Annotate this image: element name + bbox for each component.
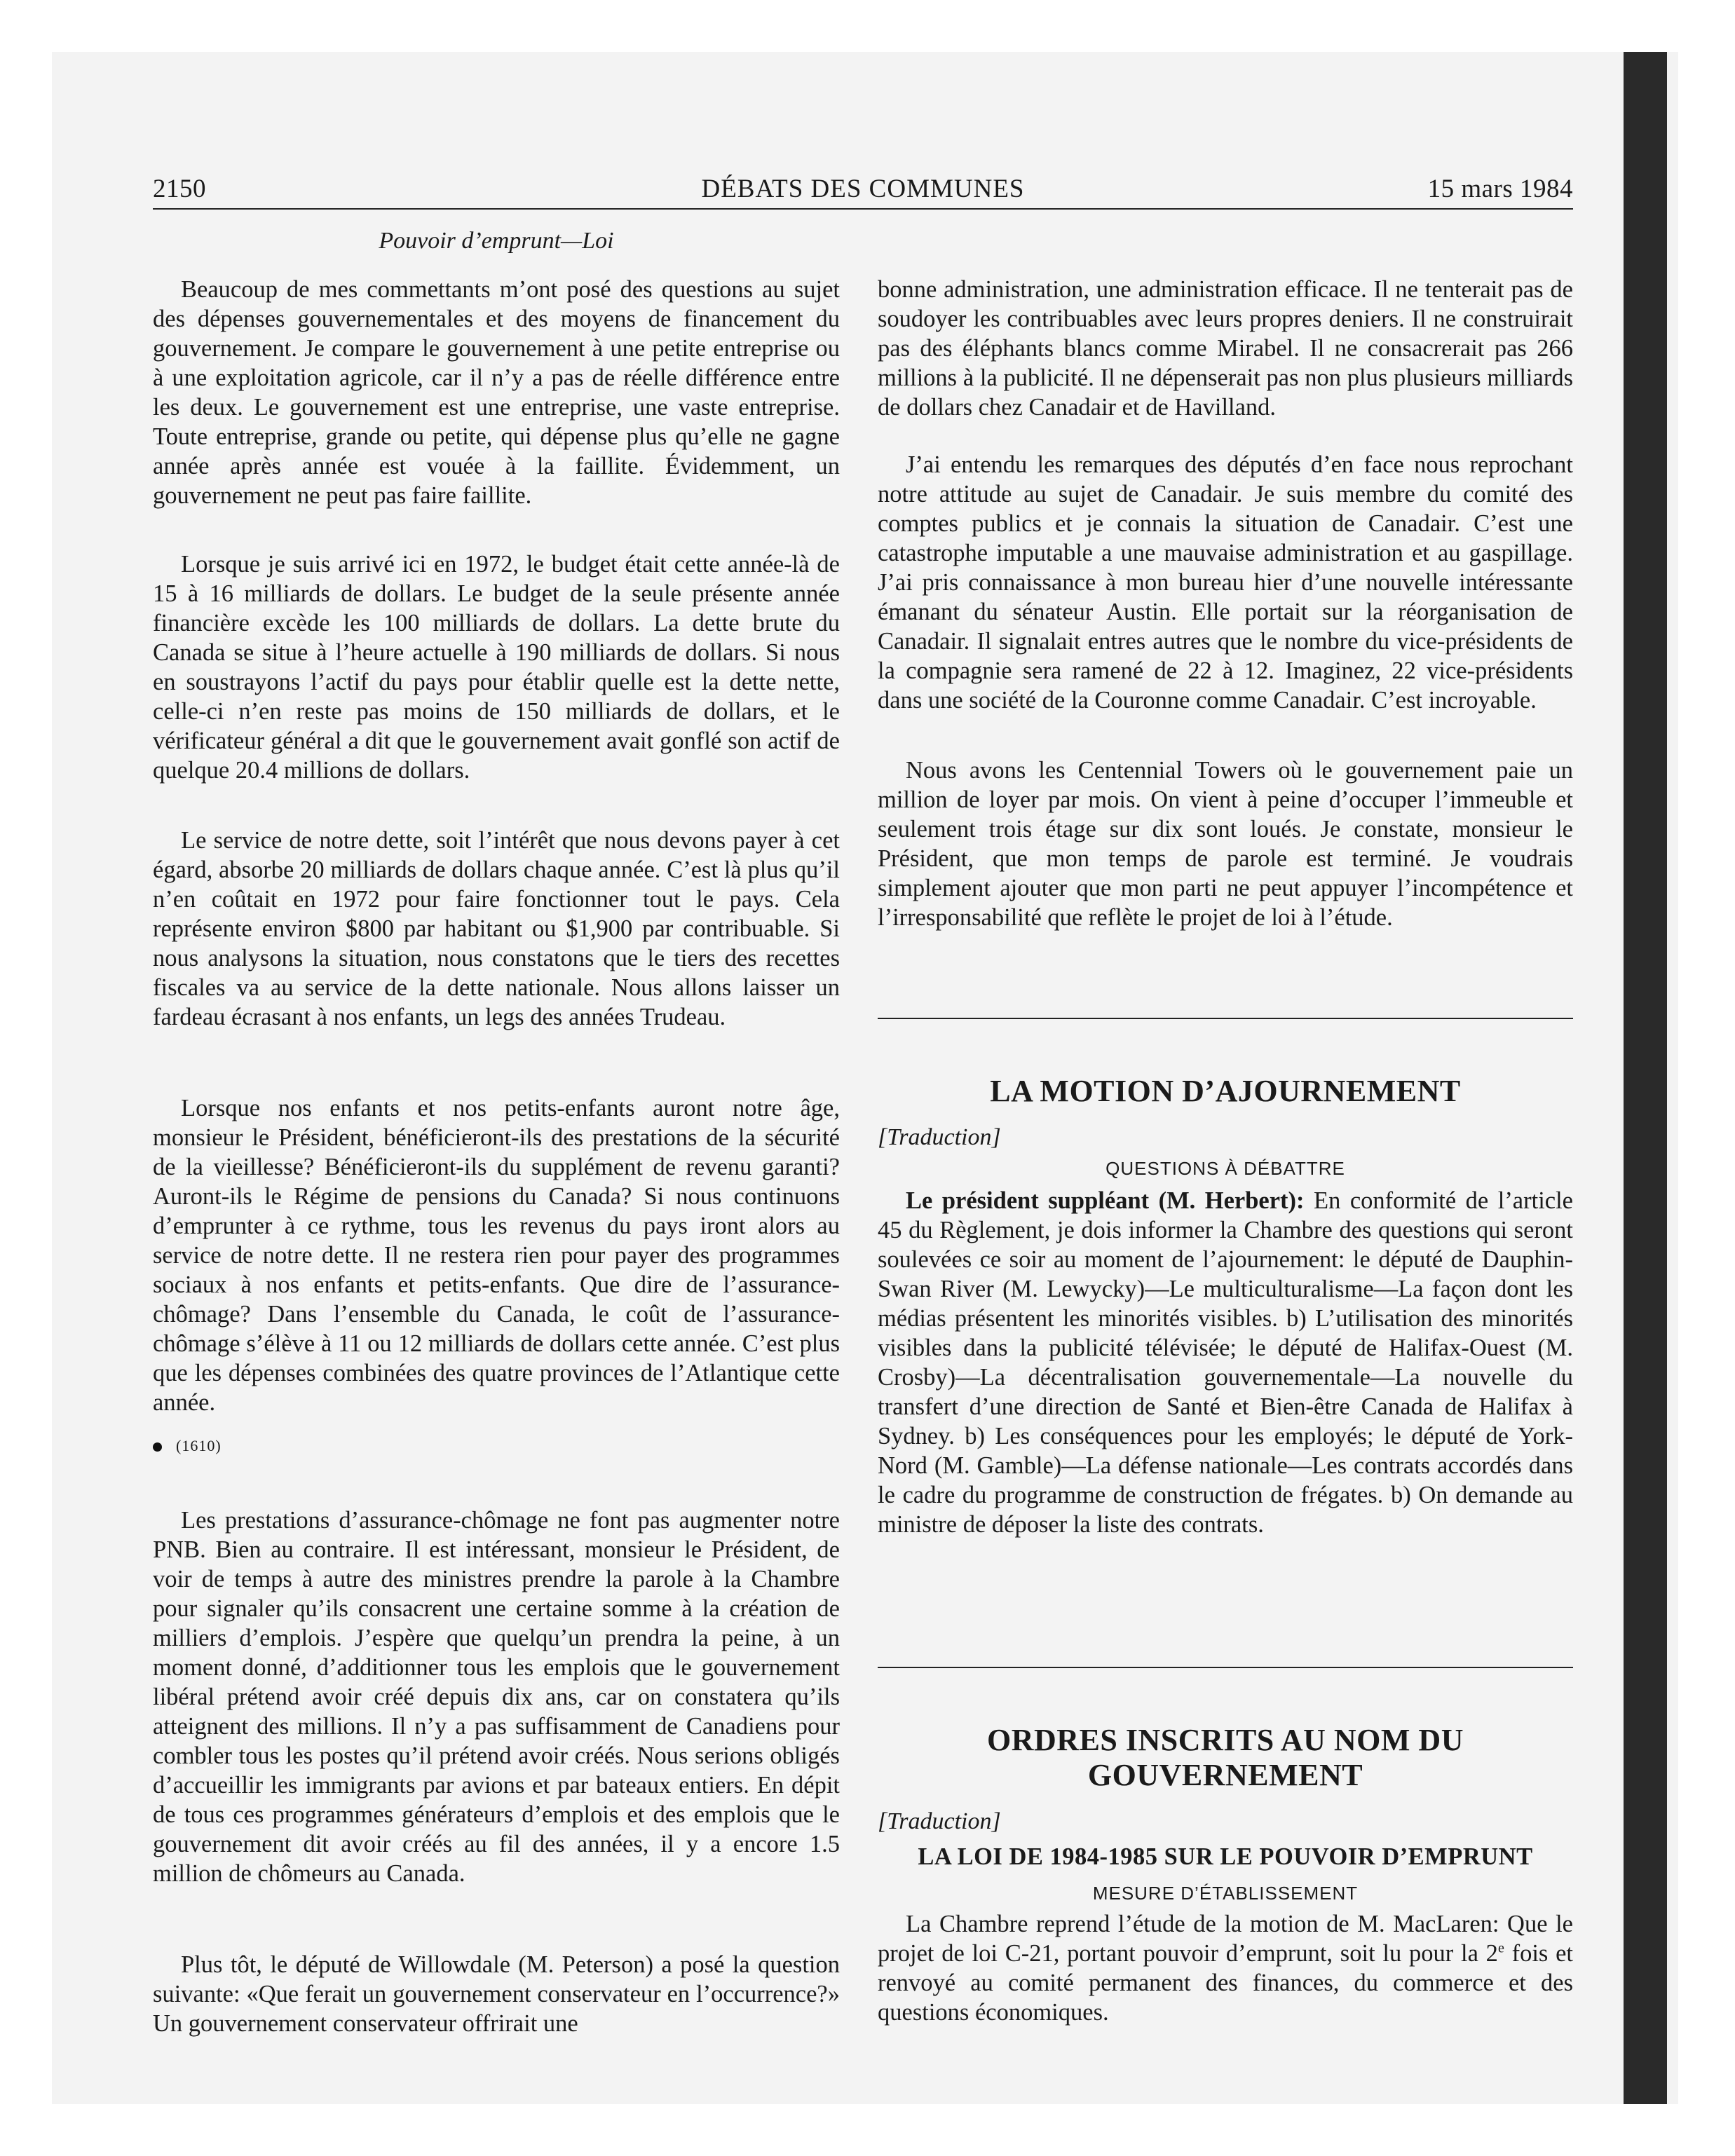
left-paragraph-1: [153, 275, 840, 510]
binding-edge: [1624, 52, 1667, 2104]
right-paragraph-3: [878, 756, 1573, 932]
page-number: 2150: [153, 175, 206, 203]
translation-note: [Traduction]: [878, 1808, 1001, 1834]
left-paragraph-3: [153, 826, 840, 1032]
running-head: Pouvoir d’emprunt—Loi: [379, 228, 614, 254]
bill-title: LA LOI DE 1984-1985 SUR LE POUVOIR D’EMPRUNT: [918, 1843, 1533, 1870]
left-paragraph-5: [153, 1506, 840, 1888]
paragraph: J’ai entendu les remarques des députés d’en face nous reprochant notre attitude au sujet de Canadair. Je suis membre du comité des comptes publics et je connais la situation de Canadair. C’est une catastrophe imputable a une mauvaise administration et au gaspillage. J’ai pris connaissance à mon bureau hier d’une nouvelle intéressante émanant du sénateur Austin. Elle portait sur la réorganisation de Canadair. Il signalait entres autres que le nombre du vice-présidents de la compagnie sera ramené de 22 à 12. Imaginez, 22 vice-présidents dans une société de la Couronne comme Canadair. C’est incroyable.: [878, 451, 1573, 714]
publication-title: DÉBATS DES COMMUNES: [701, 175, 1025, 203]
section-heading-adjournment: LA MOTION D’AJOURNEMENT: [990, 1074, 1461, 1108]
bullet-icon: [153, 1442, 162, 1452]
right-paragraph-1: [878, 275, 1573, 422]
ordinal-superscript: e: [1497, 1940, 1504, 1956]
right-paragraph-2: [878, 450, 1573, 715]
paragraph: Lorsque je suis arrivé ici en 1972, le budget était cette année-là de 15 à 16 milliards de dollars. Le budget de la seule présente année financière excède les 100 milliards de dollars. La dette brute du Canada se situe à l’heure actuelle à 190 milliards de dollars. Si nous en soustrayons l’actif du pays pour établir quelle est la dette nette, celle-ci n’en reste pas moins de 150 milliards de dollars, et le vérificateur général a dit que le gouvernement avait gonflé son actif de quelque 20.4 millions de dollars.: [153, 551, 840, 784]
header-rule: [153, 208, 1573, 210]
paragraph: Lorsque nos enfants et nos petits-enfants auront notre âge, monsieur le Président, bénéficieront-ils des prestations de la sécurité de la vieillesse? Bénéficieront-ils du supplément de revenu garanti? Auront-ils le Régime de pensions du Canada? Si nous continuons d’emprunter à ce rythme, tous les revenus du pays iront alors au service de notre dette. Il ne restera rien pour payer des programmes sociaux à nos enfants et petits-enfants. Que dire de l’assurance-chômage? Dans l’ensemble du Canada, le coût de l’assurance-chômage s’élève à 11 ou 12 milliards de dollars cette année. C’est plus que les dépenses combinées des quatre provinces de l’Atlantique cette année.: [153, 1095, 840, 1416]
heading-line: ORDRES INSCRITS AU NOM DU: [987, 1723, 1464, 1757]
paragraph: Le service de notre dette, soit l’intérêt que nous devons payer à cet égard, absorbe 20 milliards de dollars chaque année. C’est là plus qu’il n’en coûtait en 1972 pour faire fonctionner tout le pays. Cela représente environ $800 par habitant ou $1,900 par contribuable. Si nous analysons la situation, nous constatons que le tiers des recettes fiscales va au service de la dette nationale. Nous allons laisser un fardeau écrasant à nos enfants, un legs des années Trudeau.: [153, 827, 840, 1030]
left-paragraph-4: [153, 1093, 840, 1417]
paragraph: Les prestations d’assurance-chômage ne font pas augmenter notre PNB. Bien au contraire. Il est intéressant, monsieur le Président, de voir de temps à autre des ministres prendre la parole à la Chambre pour signaler qu’ils consacrent une certaine somme à la création de milliers d’emplois. J’espère que quelqu’un prendra la peine, à un moment donné, d’additionner tous les emplois que le gouvernement libéral prétend avoir créé depuis dix ans, car on constatera qu’ils atteignent des millions. Il n’y a pas suffisamment de Canadiens pour combler tous les postes qu’il prétend avoir créés. Nous serions obligés d’accueillir les immigrants par avions et par bateaux entiers. En dépit de tous ces programmes générateurs d’emplois et des emplois que le gouvernement dit avoir créés au fil des années, il y a encore 1.5 million de chômeurs au Canada.: [153, 1507, 840, 1887]
section-divider: [878, 1667, 1573, 1668]
time-marker: [153, 1437, 222, 1455]
speaker-name: Le président suppléant (M. Herbert):: [906, 1187, 1305, 1214]
section-heading-orders: [878, 1723, 1573, 1793]
paragraph: Plus tôt, le député de Willowdale (M. Peterson) a posé la question suivante: «Que ferait un gouvernement conservateur en l’occurrence?» Un gouvernement conservateur offrirait une: [153, 1951, 840, 2037]
time-marker-label: (1610): [176, 1437, 222, 1454]
paragraph: Beaucoup de mes commettants m’ont posé des questions au sujet des dépenses gouvernementales et des moyens de financement du gouvernement. Je compare le gouvernement à une petite entreprise ou à une exploitation agricole, car il n’y a pas de réelle différence entre les deux. Le gouvernement est une entreprise, une vaste entreprise. Toute entreprise, grande ou petite, qui dépense plus qu’elle ne gagne année après année est vouée à la faillite. Évidemment, un gouvernement ne peut pas faire faillite.: [153, 276, 840, 509]
bill-motion-text: [878, 1909, 1573, 2027]
subheading-questions: QUESTIONS À DÉBATTRE: [1105, 1158, 1345, 1179]
left-paragraph-2: [153, 550, 840, 785]
section-divider: [878, 1018, 1573, 1019]
statement-text: En conformité de l’article 45 du Règlement, je dois informer la Chambre des questions qui seront soulevées ce soir au moment de l’ajournement: le député de Dauphin-Swan River (M. Lewycky)—Le multiculturalisme—La façon dont les médias présentent les minorités visibles. b) L’utilisation des minorités visibles dans la publicité télévisée; le député de Halifax-Ouest (M. Crosby)—La décentralisation gouvernementale—La nouvelle du transfert d’une direction de Santé et Bien-être Canada de Halifax à Sydney. b) Les conséquences pour les employés; le député de York-Nord (M. Gamble)—La défense nationale—Les contrats accordés dans le cadre du programme de construction de frégates. b) On demande au ministre de déposer la liste des contrats.: [878, 1187, 1573, 1538]
page-header: [153, 174, 1573, 210]
paragraph: Nous avons les Centennial Towers où le gouvernement paie un million de loyer par mois. On vient à peine d’occuper l’immeuble et seulement trois étage sur dix sont loués. Je constate, monsieur le Président, que mon temps de parole est terminé. Je voudrais simplement ajouter que mon parti ne peut appuyer l’incompétence et l’irresponsabilité que reflète le projet de loi à l’étude.: [878, 757, 1573, 931]
page-date: 15 mars 1984: [1427, 175, 1573, 203]
heading-line: GOUVERNEMENT: [1087, 1758, 1363, 1792]
bill-caption: MESURE D’ÉTABLISSEMENT: [1092, 1883, 1359, 1904]
translation-note: [Traduction]: [878, 1124, 1001, 1150]
left-paragraph-6: [153, 1950, 840, 2038]
motion-text-continued: fois et renvoyé au comité permanent des finances, du commerce et des questions économiques.: [878, 1940, 1574, 2026]
adjournment-statement: [878, 1186, 1573, 1539]
paragraph: bonne administration, une administration efficace. Il ne tenterait pas de soudoyer les contribuables avec leurs propres deniers. Il ne construirait pas des éléphants blancs comme Mirabel. Il ne consacrerait pas 266 millions à la publicité. Il ne dépenserait pas non plus plusieurs milliards de dollars chez Canadair et de Havilland.: [878, 276, 1573, 421]
motion-text: La Chambre reprend l’étude de la motion de M. MacLaren: Que le projet de loi C-21, portant pouvoir d’emprunt, soit lu pour la 2: [878, 1911, 1573, 1967]
